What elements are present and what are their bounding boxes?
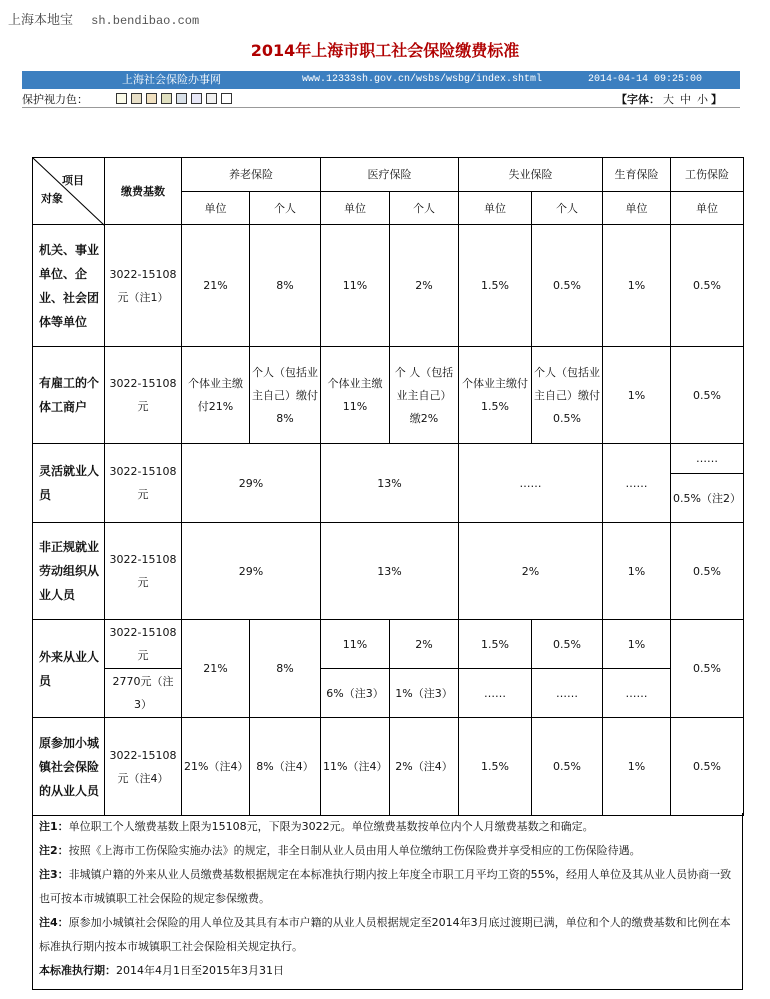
value-cell: 11% [321,225,390,347]
source-bar [22,71,740,89]
site-header [8,9,199,28]
note-4: 注4：原参加小城镇社会保险的用人单位及其具有本市户籍的从业人员根据规定至2014年3月底过渡期已满，单位和个人的缴费基数和比例在本标准执行期内按本市城镇职工社会保险相关规定执行。 [39,916,731,953]
base-header: 缴费基数 [105,158,182,225]
value-cell: 0.5% [532,620,603,669]
value-cell: 个体业主缴付1.5% [459,347,532,444]
col-unit: 单位 [321,192,390,225]
value-cell: 1% [603,225,671,347]
value-cell: 0.5% [671,718,744,816]
row-header: 非正规就业劳动组织从业人员 [33,523,105,620]
table-row [33,718,744,816]
value-cell: 1%（注3） [390,669,459,718]
value-cell: 1% [603,620,671,669]
font-size-switcher: 【字体： 大 中 小 】 [616,93,722,106]
row-header: 机关、事业单位、企业、社会团体等单位 [33,225,105,347]
row-header: 外来从业人员 [33,620,105,718]
row-header: 灵活就业人员 [33,444,105,523]
base-cell: 3022-15108元（注1） [105,225,182,347]
effective-period: 本标准执行期：2014年4月1日至2015年3月31日 [39,964,284,977]
font-medium-button[interactable]: 中 [680,93,691,106]
value-cell: 29% [182,444,321,523]
color-swatch[interactable] [176,93,187,104]
value-cell: 1.5% [459,718,532,816]
note-1: 注1：单位职工个人缴费基数上限为15108元，下限为3022元。单位缴费基数按单位内个人月缴费基数之和确定。 [39,820,594,833]
value-cell: 21% [182,620,250,718]
base-cell: 3022-15108元 [105,523,182,620]
group-unemployment: 失业保险 [459,158,603,192]
col-personal: 个人 [250,192,321,225]
col-unit: 单位 [671,192,744,225]
value-cell: 13% [321,523,459,620]
table-row [33,620,744,669]
site-name[interactable]: 上海本地宝 [8,13,74,28]
value-cell: 29% [182,523,321,620]
value-cell: 8% [250,620,321,718]
contribution-table [32,157,744,816]
site-url[interactable]: sh.bendibao.com [91,14,200,28]
divider [22,107,740,108]
value-cell: 6%（注3） [321,669,390,718]
row-header: 原参加小城镇社会保险的从业人员 [33,718,105,816]
value-cell: 0.5% [671,523,744,620]
reading-toolbar [22,91,740,107]
color-swatch[interactable] [221,93,232,104]
value-cell: …… [671,444,744,474]
value-cell: 0.5% [671,620,744,718]
value-cell: 2%（注4） [390,718,459,816]
value-cell: 2% [459,523,603,620]
value-cell: 个人（包括业主自己）缴付8% [250,347,321,444]
value-cell: 1% [603,347,671,444]
eye-care-swatches [116,93,236,107]
page-title: 2014年上海市职工社会保险缴费标准 [250,41,520,60]
value-cell: 21%（注4） [182,718,250,816]
value-cell: 个体业主缴付21% [182,347,250,444]
col-unit: 单位 [182,192,250,225]
value-cell: 0.5% [532,225,603,347]
col-unit: 单位 [603,192,671,225]
base-cell: 3022-15108元 [105,444,182,523]
color-swatch[interactable] [146,93,157,104]
col-unit: 单位 [459,192,532,225]
base-cell: 3022-15108元 [105,347,182,444]
corner-item: 项目 [62,174,84,187]
header-corner [33,158,105,225]
value-cell: 1.5% [459,225,532,347]
table-row [33,523,744,620]
source-link[interactable]: www.12333sh.gov.cn/wsbs/wsbg/index.shtml [302,74,543,85]
table-row [33,225,744,347]
font-large-button[interactable]: 大 [663,93,674,106]
value-cell: …… [459,669,532,718]
value-cell: 1% [603,718,671,816]
value-cell: 8%（注4） [250,718,321,816]
value-cell: 13% [321,444,459,523]
row-header: 有雇工的个体工商户 [33,347,105,444]
table-row [33,347,744,444]
color-swatch[interactable] [131,93,142,104]
value-cell: 8% [250,225,321,347]
value-cell: 2% [390,620,459,669]
value-cell: 个体业主缴11% [321,347,390,444]
font-small-button[interactable]: 小 [697,93,708,106]
value-cell: …… [532,669,603,718]
value-cell: 11% [321,620,390,669]
color-swatch[interactable] [206,93,217,104]
value-cell: …… [459,444,603,523]
corner-target: 对象 [41,192,63,205]
group-maternity: 生育保险 [603,158,671,192]
note-2: 注2：按照《上海市工伤保险实施办法》的规定，非全日制从业人员由用人单位缴纳工伤保险费并享受相应的工伤保险待遇。 [39,844,641,857]
value-cell: 0.5% [671,347,744,444]
group-pension: 养老保险 [182,158,321,192]
notes-cell [33,813,743,990]
value-cell: 个 人（包括业主自己）缴2% [390,347,459,444]
value-cell: 个人（包括业主自己）缴付0.5% [532,347,603,444]
color-swatch[interactable] [191,93,202,104]
value-cell: 2% [390,225,459,347]
value-cell: …… [603,669,671,718]
base-cell: 3022-15108元 [105,620,182,669]
table-row [33,444,744,474]
value-cell: …… [603,444,671,523]
value-cell: 1% [603,523,671,620]
group-medical: 医疗保险 [321,158,459,192]
publish-datetime: 2014-04-14 09:25:00 [588,74,703,85]
source-name[interactable]: 上海社会保险办事网 [122,73,221,86]
notes-table [32,813,743,990]
base-cell: 2770元（注3） [105,669,182,718]
value-cell: 21% [182,225,250,347]
value-cell: 1.5% [459,620,532,669]
value-cell: 11%（注4） [321,718,390,816]
col-personal: 个人 [532,192,603,225]
value-cell: 0.5% [532,718,603,816]
value-cell: 0.5% [671,225,744,347]
color-swatch[interactable] [161,93,172,104]
value-cell: 0.5%（注2） [671,474,744,523]
note-3: 注3：非城镇户籍的外来从业人员缴费基数根据规定在本标准执行期内按上年度全市职工月平均工资的55%，经用人单位及其从业人员协商一致也可按本市城镇职工社会保险的规定参保缴费。 [39,868,732,905]
eye-care-label: 保护视力色： [22,93,88,106]
color-swatch[interactable] [116,93,127,104]
base-cell: 3022-15108元（注4） [105,718,182,816]
col-personal: 个人 [390,192,459,225]
group-injury: 工伤保险 [671,158,744,192]
